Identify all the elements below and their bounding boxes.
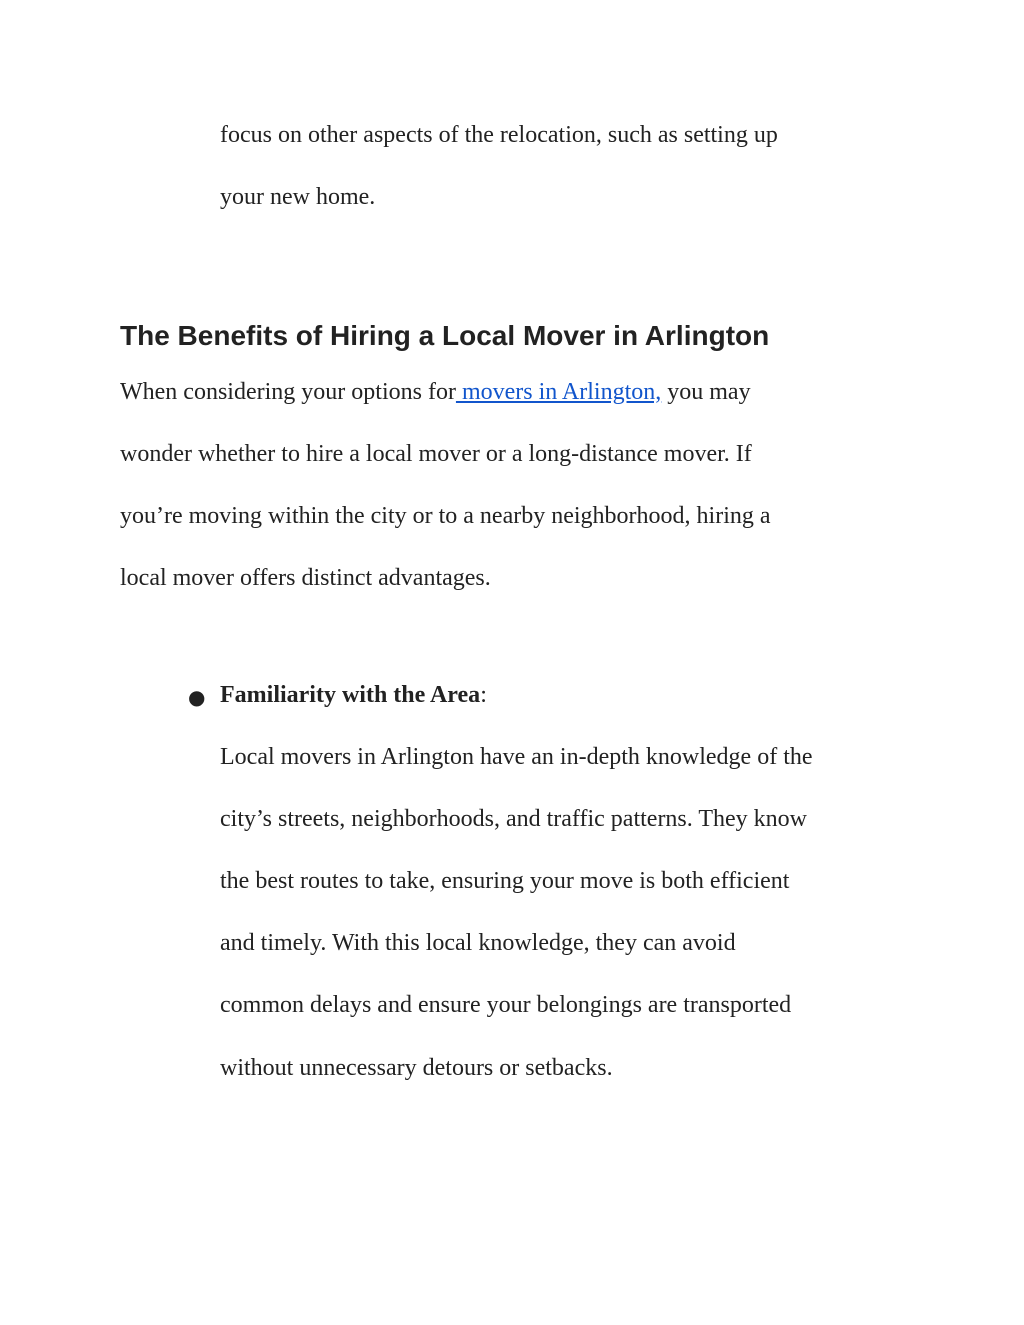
bullet-title-line: [220, 680, 487, 710]
intro-line-2: your new home.: [220, 184, 376, 210]
bullet-title-colon: :: [480, 682, 487, 708]
bullet-line-6: without unnecessary detours or setbacks.: [220, 1055, 613, 1081]
bullet-line-5: common delays and ensure your belongings are transported: [220, 992, 792, 1018]
paragraph-line-4: local mover offers distinct advantages.: [120, 565, 491, 591]
bullet-marker: ●: [188, 685, 206, 709]
paragraph-line-1: [120, 377, 751, 407]
intro-line-1: focus on other aspects of the relocation, such as setting up: [220, 122, 778, 148]
paragraph-line-3: you’re moving within the city or to a nearby neighborhood, hiring a: [120, 503, 771, 529]
paragraph-line-2: wonder whether to hire a local mover or a long-distance mover. If: [120, 441, 752, 467]
bullet-line-2: city’s streets, neighborhoods, and traffic patterns. They know: [220, 806, 807, 832]
bullet-line-4: and timely. With this local knowledge, they can avoid: [220, 930, 736, 956]
paragraph-line-1-end: you may: [661, 379, 751, 405]
bullet-line-1: Local movers in Arlington have an in-depth knowledge of the: [220, 744, 813, 770]
paragraph-line-1-start: When considering your options for: [120, 379, 456, 405]
section-heading: The Benefits of Hiring a Local Mover in Arlington: [120, 320, 770, 351]
bullet-line-3: the best routes to take, ensuring your move is both efficient: [220, 868, 790, 894]
movers-in-arlington-link[interactable]: movers in Arlington,: [455, 379, 662, 405]
bullet-title: Familiarity with the Area: [220, 682, 481, 708]
